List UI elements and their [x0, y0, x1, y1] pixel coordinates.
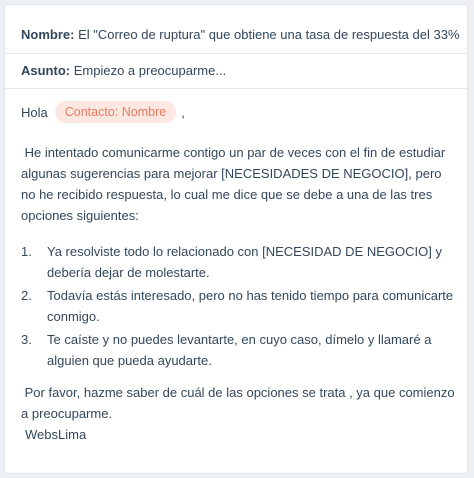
greeting-text: Hola: [21, 104, 48, 120]
options-list: [21, 241, 457, 373]
list-item-number: 3.: [21, 332, 32, 347]
intro-text: He intentado comunicarme contigo un par de veces con el fin de estudiar algunas sugerencias para mejorar [NECESIDADES DE NEGOCIO], pero no he recibido respuesta, lo cual me dice que se debe a una de las tres opciones siguientes:: [21, 145, 446, 223]
list-item-text: Todavía estás interesado, pero no has tenido tiempo para comunicarte conmigo.: [47, 288, 454, 324]
list-item: [21, 329, 457, 371]
signature: WebsLima: [25, 427, 87, 442]
subject-value: Empiezo a preocuparme...: [73, 63, 227, 78]
divider: [5, 53, 467, 54]
subject-row: [21, 62, 226, 80]
subject-label: Asunto:: [21, 63, 71, 78]
template-name-row: [21, 26, 460, 44]
contact-name-token[interactable]: Contacto: Nombre: [55, 101, 176, 123]
closing-paragraph: [21, 382, 457, 424]
list-item: [21, 285, 457, 327]
closing-text: Por favor, hazme saber de cuál de las opciones se trata , ya que comienzo a preocuparme.: [21, 385, 455, 421]
list-item: [21, 241, 457, 283]
divider: [5, 88, 467, 89]
list-item-text: Ya resolviste todo lo relacionado con [NECESIDAD DE NEGOCIO] y debería dejar de molestarte.: [47, 244, 442, 280]
list-item-number: 2.: [21, 288, 32, 303]
intro-paragraph: [21, 142, 457, 226]
list-item-number: 1.: [21, 244, 32, 259]
list-item-text: Te caíste y no puedes levantarte, en cuyo caso, dímelo y llamaré a alguien que pueda ayudarte.: [47, 332, 432, 368]
name-value: El "Correo de ruptura" que obtiene una tasa de respuesta del 33%: [78, 27, 460, 42]
email-template-card: [4, 4, 468, 474]
name-label: Nombre:: [21, 27, 75, 42]
greeting-line: [21, 100, 185, 124]
greeting-punctuation: ,: [181, 104, 185, 120]
